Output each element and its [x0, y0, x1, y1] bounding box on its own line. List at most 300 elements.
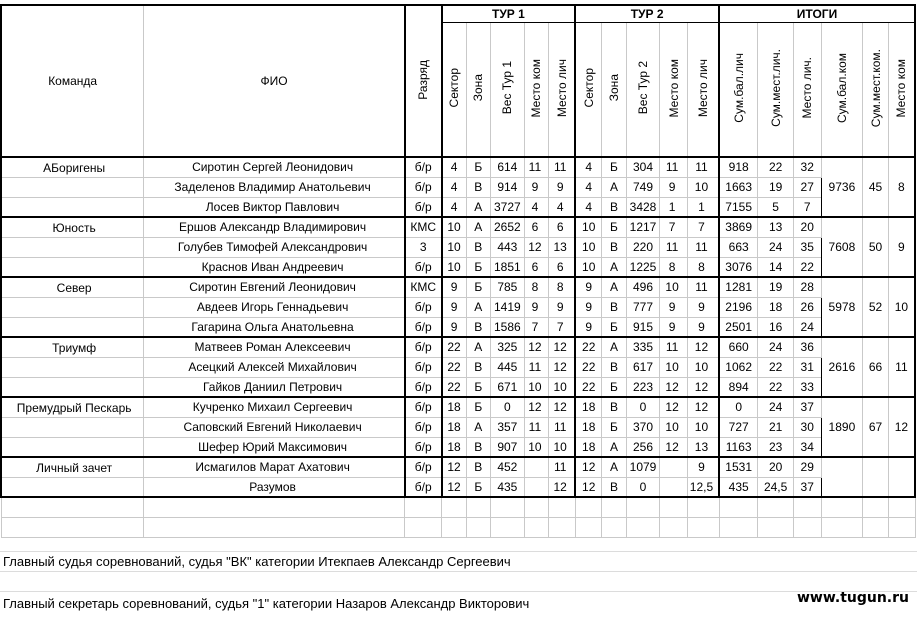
- cell-weight-2: 0: [626, 397, 660, 417]
- team-name-empty: [1, 417, 144, 437]
- member-fio: Заделенов Владимир Анатольевич: [144, 177, 405, 197]
- team-name: Личный зачет: [1, 457, 144, 477]
- team-name-empty: [1, 257, 144, 277]
- header-rank: Разряд: [405, 5, 442, 157]
- member-rank: б/р: [405, 257, 442, 277]
- cell-place-team-1: 6: [524, 257, 548, 277]
- team-name-empty: [1, 197, 144, 217]
- cell-place-pers-total: 36: [793, 337, 821, 357]
- cell-place-pers-1: 13: [549, 237, 576, 257]
- cell-place-pers-2: 1: [687, 197, 719, 217]
- cell-sector-1: 22: [442, 357, 466, 377]
- table-row: [1, 297, 915, 317]
- cell-place-pers-1: 6: [549, 217, 576, 237]
- cell-place-pers-2: 11: [687, 157, 719, 177]
- cell-sum-score-pers: 663: [719, 237, 758, 257]
- cell-place-pers-2: 12,5: [687, 477, 719, 497]
- cell-place-team-1: 11: [524, 157, 548, 177]
- table-row: [1, 277, 915, 297]
- cell-sector-2: 4: [575, 177, 602, 197]
- header-team: Команда: [1, 5, 144, 157]
- cell-place-team-1: 12: [524, 337, 548, 357]
- cell-place-pers-2: 11: [687, 237, 719, 257]
- table-row: [1, 457, 915, 477]
- cell-sum-score-pers: 435: [719, 477, 758, 497]
- member-rank: б/р: [405, 397, 442, 417]
- table-row: [1, 437, 915, 457]
- member-rank: б/р: [405, 197, 442, 217]
- cell-place-team-1: 8: [524, 277, 548, 297]
- cell-sector-2: 4: [575, 157, 602, 177]
- cell-weight-1: 671: [491, 377, 525, 397]
- header-place-pers-total: Место лич.: [793, 23, 821, 158]
- table-row: [1, 177, 915, 197]
- cell-place-pers-2: 11: [687, 277, 719, 297]
- cell-place-pers-1: 11: [549, 417, 576, 437]
- cell-place-pers-2: 10: [687, 417, 719, 437]
- cell-sum-place-pers: 14: [758, 257, 794, 277]
- cell-place-pers-total: 34: [793, 437, 821, 457]
- cell-place-pers-2: 7: [687, 217, 719, 237]
- member-rank: б/р: [405, 477, 442, 497]
- cell-zone-2: В: [602, 237, 626, 257]
- cell-place-team-1: 4: [524, 197, 548, 217]
- cell-place-pers-1: 7: [549, 317, 576, 337]
- cell-place-pers-1: 9: [549, 177, 576, 197]
- cell-sector-2: 4: [575, 197, 602, 217]
- cell-place-pers-2: 12: [687, 377, 719, 397]
- cell-weight-2: 749: [626, 177, 660, 197]
- team-sum-score: 7608: [821, 217, 863, 277]
- cell-weight-2: 335: [626, 337, 660, 357]
- header-sum-place-team: Сум.мест.ком.: [863, 23, 888, 158]
- team-place: [888, 457, 915, 497]
- cell-zone-1: В: [466, 357, 490, 377]
- cell-place-team-2: 12: [660, 377, 688, 397]
- cell-sector-2: 22: [575, 377, 602, 397]
- cell-place-pers-total: 20: [793, 217, 821, 237]
- cell-weight-2: 915: [626, 317, 660, 337]
- header-sector-1: Сектор: [442, 23, 466, 158]
- watermark: www.tugun.ru: [796, 590, 909, 606]
- cell-zone-1: В: [466, 457, 490, 477]
- cell-sum-place-pers: 22: [758, 377, 794, 397]
- cell-sum-score-pers: 3076: [719, 257, 758, 277]
- header-place-pers-1: Место лич: [549, 23, 576, 158]
- member-fio: Матвеев Роман Алексеевич: [144, 337, 405, 357]
- member-rank: б/р: [405, 297, 442, 317]
- cell-zone-2: В: [602, 477, 626, 497]
- cell-weight-1: 445: [491, 357, 525, 377]
- cell-place-team-2: 9: [660, 297, 688, 317]
- member-fio: Сиротин Сергей Леонидович: [144, 157, 405, 177]
- cell-weight-2: 1225: [626, 257, 660, 277]
- header-weight-2: Вес Тур 2: [626, 23, 660, 158]
- cell-weight-2: 256: [626, 437, 660, 457]
- cell-place-team-1: 10: [524, 437, 548, 457]
- team-name: АБоригены: [1, 157, 144, 177]
- header-weight-1: Вес Тур 1: [491, 23, 525, 158]
- cell-sum-place-pers: 19: [758, 177, 794, 197]
- cell-weight-2: 777: [626, 297, 660, 317]
- team-sum-place: 52: [863, 277, 888, 337]
- cell-sector-1: 4: [442, 157, 466, 177]
- team-name-empty: [1, 297, 144, 317]
- table-row: [1, 397, 915, 417]
- team-name-empty: [1, 377, 144, 397]
- cell-place-team-1: [524, 477, 548, 497]
- member-rank: КМС: [405, 277, 442, 297]
- member-rank: б/р: [405, 337, 442, 357]
- member-rank: 3: [405, 237, 442, 257]
- cell-weight-1: 914: [491, 177, 525, 197]
- cell-sector-2: 12: [575, 457, 602, 477]
- cell-place-pers-total: 37: [793, 397, 821, 417]
- team-name-empty: [1, 357, 144, 377]
- cell-sector-1: 9: [442, 277, 466, 297]
- cell-zone-2: А: [602, 337, 626, 357]
- team-name-empty: [1, 317, 144, 337]
- cell-weight-2: 496: [626, 277, 660, 297]
- cell-sector-1: 4: [442, 177, 466, 197]
- cell-place-pers-total: 31: [793, 357, 821, 377]
- cell-weight-2: 1217: [626, 217, 660, 237]
- cell-sector-1: 10: [442, 217, 466, 237]
- cell-sector-2: 10: [575, 217, 602, 237]
- header-sum-score-pers: Сум.бал.лич: [719, 23, 758, 158]
- table-row: [1, 477, 915, 497]
- team-sum-place: [863, 457, 888, 497]
- cell-place-pers-total: 27: [793, 177, 821, 197]
- cell-zone-1: Б: [466, 397, 490, 417]
- cell-zone-1: В: [466, 237, 490, 257]
- member-fio: Ершов Александр Владимирович: [144, 217, 405, 237]
- cell-sum-place-pers: 24: [758, 337, 794, 357]
- cell-zone-1: В: [466, 177, 490, 197]
- table-row: [1, 377, 915, 397]
- member-fio: Шефер Юрий Максимович: [144, 437, 405, 457]
- header-sector-2: Сектор: [575, 23, 602, 158]
- header-place-team-total: Место ком: [888, 23, 915, 158]
- cell-sum-score-pers: 918: [719, 157, 758, 177]
- header-sum-place-pers: Сум.мест.лич.: [758, 23, 794, 158]
- cell-place-pers-1: 10: [549, 377, 576, 397]
- cell-zone-2: А: [602, 277, 626, 297]
- cell-sum-place-pers: 13: [758, 217, 794, 237]
- cell-place-team-2: [660, 457, 688, 477]
- member-fio: Саповский Евгений Николаевич: [144, 417, 405, 437]
- cell-place-pers-1: 12: [549, 397, 576, 417]
- team-sum-place: 45: [863, 157, 888, 217]
- cell-place-pers-total: 7: [793, 197, 821, 217]
- cell-zone-1: Б: [466, 257, 490, 277]
- cell-place-pers-2: 12: [687, 397, 719, 417]
- cell-sum-place-pers: 24: [758, 397, 794, 417]
- header-tour2: ТУР 2: [575, 5, 719, 23]
- cell-sum-place-pers: 16: [758, 317, 794, 337]
- cell-weight-1: 1851: [491, 257, 525, 277]
- cell-place-team-1: 12: [524, 237, 548, 257]
- team-place: 12: [888, 397, 915, 457]
- cell-zone-1: Б: [466, 277, 490, 297]
- team-name-empty: [1, 177, 144, 197]
- cell-sum-score-pers: 2196: [719, 297, 758, 317]
- cell-zone-1: В: [466, 437, 490, 457]
- table-row: [1, 217, 915, 237]
- cell-place-pers-2: 12: [687, 337, 719, 357]
- cell-zone-1: Б: [466, 377, 490, 397]
- cell-zone-2: В: [602, 357, 626, 377]
- cell-weight-1: 1419: [491, 297, 525, 317]
- member-rank: б/р: [405, 417, 442, 437]
- cell-zone-2: А: [602, 457, 626, 477]
- table-row: [1, 337, 915, 357]
- cell-weight-2: 304: [626, 157, 660, 177]
- team-sum-place: 50: [863, 217, 888, 277]
- cell-sector-2: 9: [575, 297, 602, 317]
- cell-zone-1: А: [466, 417, 490, 437]
- cell-sector-1: 10: [442, 257, 466, 277]
- member-rank: б/р: [405, 177, 442, 197]
- cell-sector-2: 10: [575, 237, 602, 257]
- cell-sector-1: 4: [442, 197, 466, 217]
- cell-zone-2: В: [602, 297, 626, 317]
- cell-sector-1: 18: [442, 397, 466, 417]
- cell-zone-1: А: [466, 197, 490, 217]
- cell-sector-1: 12: [442, 477, 466, 497]
- cell-sum-place-pers: 20: [758, 457, 794, 477]
- cell-sector-2: 18: [575, 417, 602, 437]
- cell-sum-score-pers: 1062: [719, 357, 758, 377]
- cell-zone-2: А: [602, 437, 626, 457]
- cell-sum-score-pers: 1663: [719, 177, 758, 197]
- cell-place-pers-total: 33: [793, 377, 821, 397]
- cell-sector-1: 18: [442, 417, 466, 437]
- member-fio: Кучренко Михаил Сергеевич: [144, 397, 405, 417]
- cell-place-team-2: 11: [660, 337, 688, 357]
- cell-place-team-2: 12: [660, 397, 688, 417]
- cell-place-pers-1: 6: [549, 257, 576, 277]
- team-place: 8: [888, 157, 915, 217]
- team-sum-score: [821, 457, 863, 497]
- cell-weight-2: 370: [626, 417, 660, 437]
- header-place-team-2: Место ком: [660, 23, 688, 158]
- cell-zone-2: В: [602, 397, 626, 417]
- cell-zone-2: Б: [602, 377, 626, 397]
- cell-zone-2: А: [602, 177, 626, 197]
- cell-sum-place-pers: 24: [758, 237, 794, 257]
- member-fio: Разумов: [144, 477, 405, 497]
- member-rank: КМС: [405, 217, 442, 237]
- cell-place-team-2: [660, 477, 688, 497]
- cell-weight-1: 614: [491, 157, 525, 177]
- cell-zone-1: Б: [466, 477, 490, 497]
- cell-place-team-1: [524, 457, 548, 477]
- cell-sector-2: 18: [575, 437, 602, 457]
- cell-place-team-1: 11: [524, 417, 548, 437]
- cell-sector-1: 10: [442, 237, 466, 257]
- cell-weight-1: 452: [491, 457, 525, 477]
- cell-zone-2: В: [602, 197, 626, 217]
- cell-weight-2: 220: [626, 237, 660, 257]
- cell-place-pers-total: 30: [793, 417, 821, 437]
- member-fio: Голубев Тимофей Александрович: [144, 237, 405, 257]
- cell-zone-2: А: [602, 257, 626, 277]
- team-place: 11: [888, 337, 915, 397]
- cell-sum-place-pers: 19: [758, 277, 794, 297]
- cell-place-team-1: 9: [524, 177, 548, 197]
- cell-sector-1: 18: [442, 437, 466, 457]
- cell-weight-1: 907: [491, 437, 525, 457]
- cell-place-pers-total: 35: [793, 237, 821, 257]
- cell-place-team-1: 7: [524, 317, 548, 337]
- cell-sum-place-pers: 24,5: [758, 477, 794, 497]
- cell-sector-1: 22: [442, 337, 466, 357]
- cell-sector-2: 12: [575, 477, 602, 497]
- cell-sum-score-pers: 727: [719, 417, 758, 437]
- cell-zone-1: А: [466, 297, 490, 317]
- cell-weight-1: 2652: [491, 217, 525, 237]
- header-fio: ФИО: [144, 5, 405, 157]
- cell-place-team-2: 10: [660, 357, 688, 377]
- cell-place-pers-total: 28: [793, 277, 821, 297]
- header-zone-1: Зона: [466, 23, 490, 158]
- cell-place-pers-2: 9: [687, 317, 719, 337]
- team-sum-place: 67: [863, 397, 888, 457]
- cell-sector-2: 18: [575, 397, 602, 417]
- cell-zone-2: Б: [602, 417, 626, 437]
- team-name: Север: [1, 277, 144, 297]
- cell-place-pers-total: 22: [793, 257, 821, 277]
- member-fio: Исмагилов Марат Ахатович: [144, 457, 405, 477]
- cell-place-pers-1: 12: [549, 477, 576, 497]
- cell-place-pers-1: 4: [549, 197, 576, 217]
- cell-place-team-2: 9: [660, 177, 688, 197]
- team-name-empty: [1, 437, 144, 457]
- cell-sector-1: 9: [442, 297, 466, 317]
- team-sum-score: 5978: [821, 277, 863, 337]
- cell-place-team-2: 11: [660, 157, 688, 177]
- cell-place-pers-1: 11: [549, 157, 576, 177]
- header-zone-2: Зона: [602, 23, 626, 158]
- cell-place-pers-2: 10: [687, 177, 719, 197]
- cell-sum-score-pers: 1163: [719, 437, 758, 457]
- member-fio: Гайков Даниил Петрович: [144, 377, 405, 397]
- team-name: Триумф: [1, 337, 144, 357]
- team-place: 10: [888, 277, 915, 337]
- cell-place-pers-1: 8: [549, 277, 576, 297]
- cell-weight-2: 617: [626, 357, 660, 377]
- member-rank: б/р: [405, 157, 442, 177]
- footer-judge: Главный судья соревнований, судья "ВК" категории Итекпаев Александр Сергеевич: [3, 554, 511, 569]
- table-row: [1, 317, 915, 337]
- cell-sum-place-pers: 22: [758, 357, 794, 377]
- member-fio: Краснов Иван Андреевич: [144, 257, 405, 277]
- cell-weight-2: 3428: [626, 197, 660, 217]
- member-rank: б/р: [405, 377, 442, 397]
- cell-sum-score-pers: 7155: [719, 197, 758, 217]
- cell-zone-1: А: [466, 217, 490, 237]
- cell-weight-1: 435: [491, 477, 525, 497]
- member-fio: Авдеев Игорь Геннадьевич: [144, 297, 405, 317]
- cell-sector-1: 22: [442, 377, 466, 397]
- cell-place-team-2: 8: [660, 257, 688, 277]
- cell-sum-score-pers: 894: [719, 377, 758, 397]
- header-place-team-1: Место ком: [524, 23, 548, 158]
- cell-weight-1: 1586: [491, 317, 525, 337]
- team-name-empty: [1, 237, 144, 257]
- member-fio: Гагарина Ольга Анатольевна: [144, 317, 405, 337]
- cell-sum-score-pers: 660: [719, 337, 758, 357]
- cell-place-pers-1: 12: [549, 357, 576, 377]
- cell-zone-2: Б: [602, 317, 626, 337]
- cell-sector-1: 12: [442, 457, 466, 477]
- member-fio: Лосев Виктор Павлович: [144, 197, 405, 217]
- cell-place-pers-total: 37: [793, 477, 821, 497]
- cell-sum-place-pers: 22: [758, 157, 794, 177]
- cell-zone-2: Б: [602, 217, 626, 237]
- cell-weight-1: 325: [491, 337, 525, 357]
- cell-place-pers-1: 9: [549, 297, 576, 317]
- cell-weight-2: 1079: [626, 457, 660, 477]
- cell-place-pers-total: 26: [793, 297, 821, 317]
- table-row: [1, 257, 915, 277]
- team-name: Юность: [1, 217, 144, 237]
- cell-place-pers-2: 8: [687, 257, 719, 277]
- cell-place-team-2: 10: [660, 417, 688, 437]
- cell-weight-1: 0: [491, 397, 525, 417]
- team-sum-score: 1890: [821, 397, 863, 457]
- cell-place-pers-1: 10: [549, 437, 576, 457]
- cell-weight-1: 357: [491, 417, 525, 437]
- team-name: Премудрый Пескарь: [1, 397, 144, 417]
- cell-sum-place-pers: 23: [758, 437, 794, 457]
- results-rows: [1, 157, 915, 497]
- header-sum-score-team: Сум.бал.ком: [821, 23, 863, 158]
- cell-weight-2: 0: [626, 477, 660, 497]
- member-rank: б/р: [405, 357, 442, 377]
- cell-place-team-1: 9: [524, 297, 548, 317]
- table-row: [1, 197, 915, 217]
- cell-place-team-2: 9: [660, 317, 688, 337]
- cell-sum-score-pers: 3869: [719, 217, 758, 237]
- cell-sector-2: 22: [575, 357, 602, 377]
- team-sum-place: 66: [863, 337, 888, 397]
- cell-sum-score-pers: 0: [719, 397, 758, 417]
- cell-zone-1: Б: [466, 157, 490, 177]
- cell-zone-1: А: [466, 337, 490, 357]
- cell-sum-place-pers: 21: [758, 417, 794, 437]
- cell-sum-place-pers: 18: [758, 297, 794, 317]
- cell-place-pers-2: 13: [687, 437, 719, 457]
- cell-place-pers-total: 32: [793, 157, 821, 177]
- cell-place-team-2: 11: [660, 237, 688, 257]
- cell-place-team-1: 10: [524, 377, 548, 397]
- cell-sector-2: 9: [575, 277, 602, 297]
- cell-sum-place-pers: 5: [758, 197, 794, 217]
- cell-sum-score-pers: 1281: [719, 277, 758, 297]
- cell-sector-2: 9: [575, 317, 602, 337]
- cell-place-pers-2: 10: [687, 357, 719, 377]
- table-row: [1, 417, 915, 437]
- cell-place-pers-1: 11: [549, 457, 576, 477]
- team-place: 9: [888, 217, 915, 277]
- cell-weight-1: 3727: [491, 197, 525, 217]
- cell-place-team-1: 6: [524, 217, 548, 237]
- header-tour1: ТУР 1: [442, 5, 576, 23]
- cell-weight-2: 223: [626, 377, 660, 397]
- cell-place-team-1: 12: [524, 397, 548, 417]
